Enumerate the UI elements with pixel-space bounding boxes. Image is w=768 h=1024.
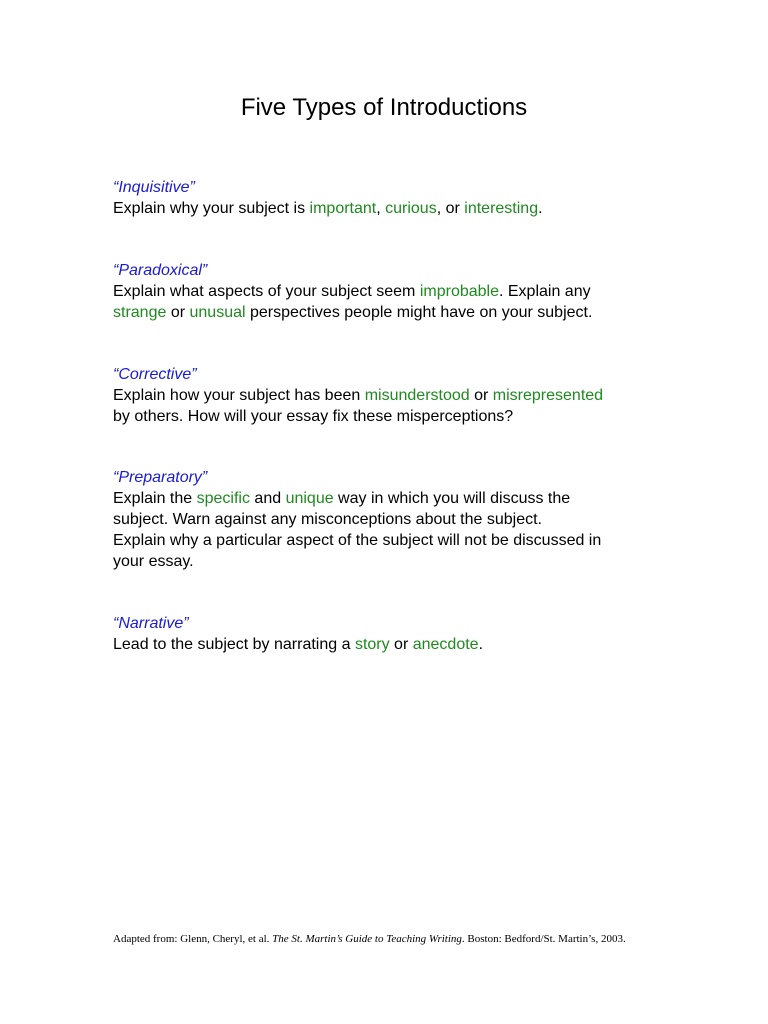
section-body — [113, 634, 673, 655]
section-inquisitive — [113, 177, 673, 219]
body-text: Lead to the subject by narrating a — [113, 636, 355, 653]
section-body — [113, 281, 673, 323]
section-preparatory — [113, 467, 673, 572]
section-paradoxical — [113, 260, 673, 323]
section-heading: “Inquisitive” — [113, 179, 195, 196]
section-heading: “Paradoxical” — [113, 262, 208, 279]
body-text: , — [376, 200, 386, 217]
section-corrective — [113, 364, 673, 427]
highlighted-keyword: unique — [285, 490, 334, 507]
body-text: , or — [436, 200, 465, 217]
body-text: or — [166, 304, 190, 321]
body-text: . — [538, 200, 543, 217]
highlighted-keyword: specific — [196, 490, 250, 507]
section-body — [113, 488, 673, 572]
section-narrative — [113, 613, 673, 655]
highlighted-keyword: important — [309, 200, 377, 217]
section-body — [113, 198, 673, 219]
highlighted-keyword: anecdote — [412, 636, 479, 653]
highlighted-keyword: unusual — [189, 304, 246, 321]
citation — [113, 933, 653, 946]
body-text: perspectives people might have on your subject. — [245, 304, 593, 321]
body-text: and — [249, 490, 286, 507]
section-heading: “Narrative” — [113, 615, 189, 632]
highlighted-keyword: improbable — [419, 283, 499, 300]
body-text: or — [389, 636, 413, 653]
body-text: or — [469, 387, 493, 404]
body-text: Explain the — [113, 490, 197, 507]
body-text: by others. How will your essay fix these misperceptions? — [113, 408, 514, 425]
highlighted-keyword: strange — [113, 304, 167, 321]
body-text: Explain why your subject is — [113, 200, 310, 217]
section-heading: “Preparatory” — [113, 469, 208, 486]
citation-suffix: . Boston: Bedford/St. Martin’s, 2003. — [461, 933, 626, 945]
body-text: way in which you will discuss the subject. Warn against any misconceptions about the subject. Explain why a particular aspect of the subject will not be discussed in your essay. — [113, 490, 602, 570]
highlighted-keyword: interesting — [464, 200, 539, 217]
highlighted-keyword: misunderstood — [364, 387, 470, 404]
highlighted-keyword: story — [354, 636, 390, 653]
body-text: Explain how your subject has been — [113, 387, 365, 404]
section-heading: “Corrective” — [113, 366, 197, 383]
body-text: . — [478, 636, 484, 653]
citation-prefix: Adapted from: Glenn, Cheryl, et al. — [113, 933, 273, 945]
body-text: Explain what aspects of your subject seem — [113, 283, 420, 300]
citation-work-title: The St. Martin’s Guide to Teaching Writing — [272, 933, 462, 945]
section-body — [113, 385, 673, 427]
body-text: . Explain any — [498, 283, 591, 300]
highlighted-keyword: curious — [385, 200, 437, 217]
highlighted-keyword: misrepresented — [492, 387, 604, 404]
page-title: Five Types of Introductions — [240, 94, 528, 121]
